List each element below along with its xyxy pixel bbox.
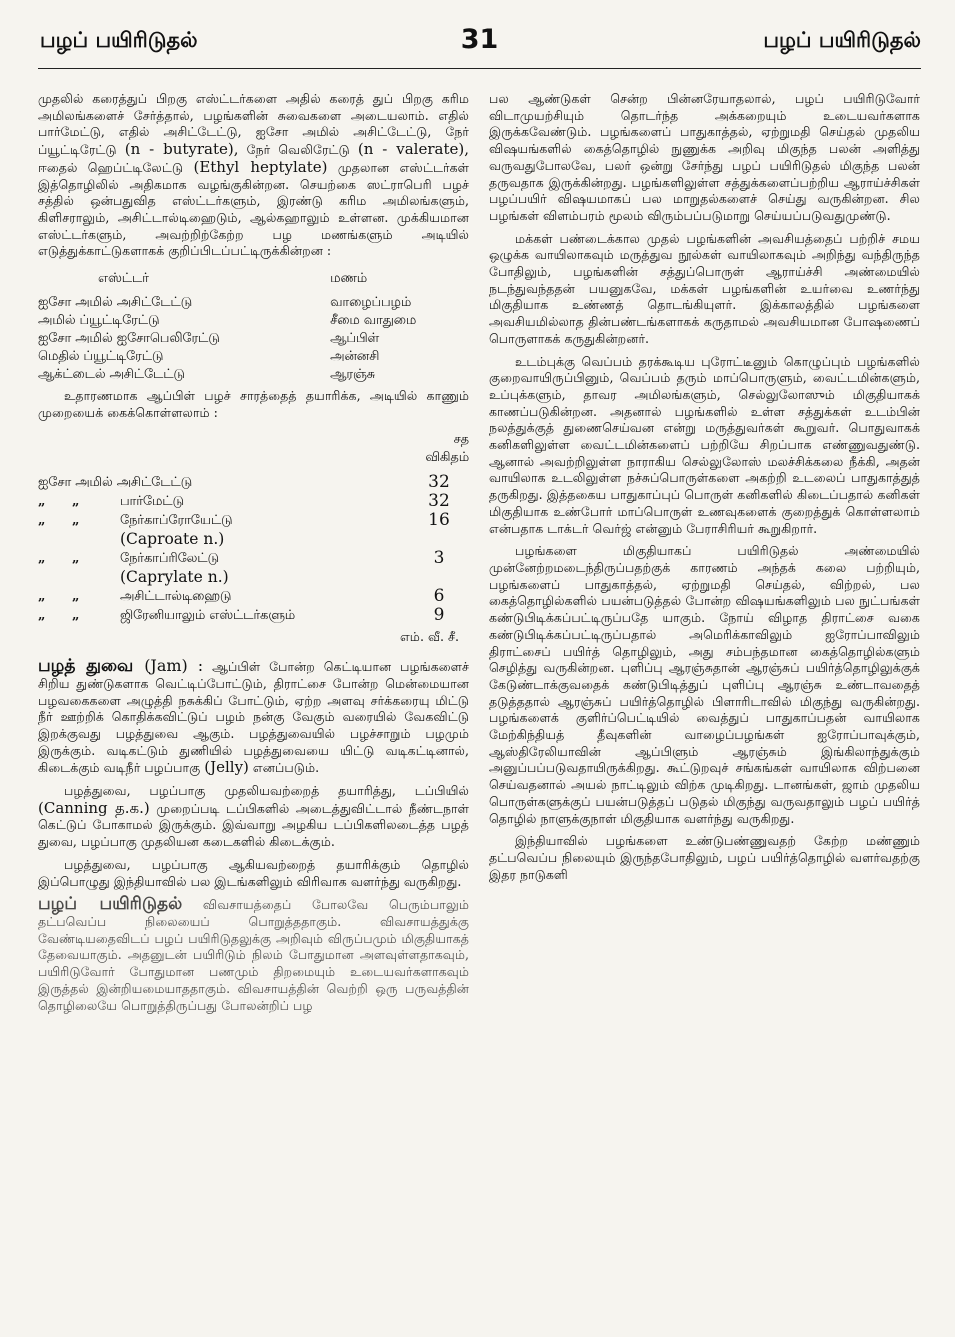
page-number: 31 <box>460 24 499 55</box>
paragraph-apple-essence: உதாரணமாக ஆப்பிள் பழச் சாரத்தைத் தயாரிக்க, அடியில் காணும் முறையைக் கைக்கொள்ளலாம் : <box>38 388 469 420</box>
ditto-mark: „ <box>72 551 80 567</box>
ester-name: ஆக்ட்டைல் அசிட்டேட்டு <box>38 367 185 383</box>
entry-heading-cultivation: பழப் பயிரிடுதல் <box>38 894 183 915</box>
table-header-percentage: சத விகிதம் <box>425 432 469 466</box>
percentage-value: 9 <box>433 605 445 626</box>
text-run: பழத்துவை, பழப்பாகு முதலியவற்றைத் தயாரித்து, டப்பியில் <box>64 783 469 799</box>
text-run: எனப்படும். <box>248 760 320 776</box>
paragraph-fruit-cultivation <box>38 896 469 1014</box>
table-row <box>38 330 469 348</box>
ditto-mark <box>38 530 72 549</box>
text-run: விவசாயத்தைப் போலவே பெரும்பாலும் தட்பவெப்ப நிலையைப் பொறுத்ததாகும். விவசாயத்துக்கு வேண்டியதைவிடப் பழப் பயிரிடுதலுக்கு அறிவும் விருப்பமும் மிகுதியாகத் தேவையாகும். அதனுடன் பயிரிடும் நிலம் போதுமான அளவுள்ளதாகவும், பயிரிடுவோர் போதுமான பணமும் திறமையும் உடையவர்களாகவும் இருத்தல் இன்றியமையாததாகும். விவசாயத்தின் வெற்றி ஒரு பருவத்தின் தொழிலையே பொறுத்திருப்பது போலன்றிப் பழ <box>38 897 469 1013</box>
table-row <box>38 492 469 511</box>
table-row <box>38 366 469 384</box>
entry-heading-jam <box>38 656 203 676</box>
ester-name: அமில் ப்யூட்டிரேட்டு <box>38 313 160 329</box>
paragraph-jam-industry: பழத்துவை, பழப்பாகு ஆகியவற்றைத் தயாரிக்கும் தொழில் இப்பொழுது இந்தியாவில் பல இடங்களிலும் விரிவாக வளர்ந்து வருகிறது. <box>38 856 469 889</box>
smell-name: சீமை வாதுமை <box>330 313 417 329</box>
table-row <box>38 312 469 330</box>
paragraph-nutrition-awareness: மக்கள் பண்டைக்கால முதல் பழங்களின் அவசியத்தைப் பற்றிச் சமய ஒழுக்க வாயிலாகவும் மருத்துவ நூல்கள் வாயிலாகவும் அறிந்து வந்திருந்த போதிலும், பழங்களின் சத்துப்பொருள் ஆராய்ச்சி அண்மையில் நடந்துவந்ததன் பயனுகவே, மக்கள் பழங்களின் உயர்வை உணர்ந்து மிகுதியாக உண்ணத் தொடங்கியுளர். இக்காலத்தில் பழங்களை அவசியமில்லாத தின்பண்டங்களாகக் கருதாமல் அவசியமான போஷணைப் பொருளாகக் கருதுகின்றனர். <box>489 230 920 346</box>
latin-term: (Ethyl heptylate) <box>193 157 328 176</box>
ingredient-name: ஜிரேனியாலும் எஸ்ட்டர்களும் <box>120 608 296 624</box>
ingredient-name: நேர்காப்ரிலேட்டு <box>120 551 219 567</box>
heading-text: பழத் துவை <box>38 656 134 677</box>
ditto-mark: „ <box>72 608 80 624</box>
smell-name: ஆப்பிள் <box>330 331 380 347</box>
text-run: ஆப்பிள் போன்ற கெட்டியான பழங்களைச் சிறிய துண்டுகளாக வெட்டிப்போட்டும், திராட்சை போன்ற மென்மையான பழவகைகளை அழுத்தி நசுக்கிப் போட்டும், ஏற்ற அளவு சர்க்கரையு மிட்டு நீர் ஊற்றிக் கொதிக்கவிட்டுப் பழம் நன்கு வேகும் வரையில் வேகவிட்டு இறக்குவது பழத்துவை ஆகும். பழத்துவையில் பழச்சாறும் பழமும் இருக்கும். வடிகட்டும் துணியில் பழத்துவையை யிட்டு வடிகட்டினால், கிடைக்கும் வடிநீர் பழப்பாகு <box>38 659 470 776</box>
table-row <box>38 606 469 625</box>
ditto-mark: „ <box>38 608 46 624</box>
paragraph-esters-intro <box>38 91 469 260</box>
text-run: ஈதைல் ஹெப்ட்டிலேட்டு <box>38 159 194 175</box>
ditto-mark <box>38 568 72 587</box>
paragraph-india: இந்தியாவில் பழங்களை உண்டுபண்ணுவதற் கேற்ற மண்ணும் தட்பவெப்ப நிலையும் இருந்தபோதிலும், பழப் பயிர்த்தொழில் வளர்வதற்கு இதர நாடுகளி <box>489 833 920 882</box>
smell-name: ஆரஞ்சு <box>330 367 376 383</box>
latin-term: (n - butyrate), <box>124 140 239 159</box>
ingredient-name: (Caprylate n.) <box>120 568 229 587</box>
ester-name: ஐசோ அமில் ஐசோபெலிரேட்டு <box>38 331 220 347</box>
percentage-value: 6 <box>433 586 445 607</box>
percentage-value: 16 <box>428 510 450 531</box>
table-header-ester: எஸ்ட்டர் <box>98 271 149 287</box>
percentage-table <box>38 431 469 625</box>
ester-name: ஐசோ அமில் அசிட்டேட்டு <box>38 295 193 311</box>
running-head-left: பழப் பயிரிடுதல் <box>40 28 198 52</box>
paragraph-continuation: பல ஆண்டுகள் சென்ற பின்னரேயாதலால், பழப் பயிரிடுவோர் விடாமுயற்சியும் தொடர்ந்த அக்கறையும் உடையவர்களாக இருக்கவேண்டும். பழங்களைப் பாதுகாத்தல், ஏற்றுமதி செய்தல் முதலிய விஷயங்களில் கைத்தொழில் நுணுக்க அறிவு மிகுந்த பலன் அளித்து வருவதுபோலவே, பலர் ஒன்று சேர்ந்து பழப் பயிரிடுதல் மிகுந்த பலன் தருவதாக இருக்கின்றது. பழங்களிலுள்ள சத்துக்களைப்பற்றிய ஆராய்ச்சிகள் பழப்பயிர் விஷயமாகப் பல மாறுதல்களைச் செய்து வருகின்றன. சில பழங்கள் விளம்பரம் மூலம் விரும்பப்படுமாறு செய்யப்படுவதுமுண்டு. <box>489 91 920 223</box>
ditto-mark: „ <box>38 513 46 529</box>
ditto-mark <box>72 568 106 587</box>
table-row <box>38 530 469 549</box>
page-header <box>38 26 921 69</box>
ester-smell-table <box>38 270 469 384</box>
ditto-mark: „ <box>72 589 80 605</box>
ingredient-name: நேர்காப்ரோயேட்டு <box>120 513 233 529</box>
table-row <box>38 549 469 568</box>
table-row <box>38 511 469 530</box>
ester-name: மெதில் ப்யூட்டிரேட்டு <box>38 349 164 365</box>
ditto-mark: „ <box>38 494 46 510</box>
smell-name: வாழைப்பழம் <box>330 295 412 311</box>
text-run: முதலான எஸ்ட்டர்கள் இத்தொழிலில் அதிகமாக வழங்குகின்றன. செயற்கை ஸட்ராபெரி பழச் சத்தில் ஒன்பதுவித எஸ்ட்டர்களும், இரண்டு கரிம அமிலங்களும், கிளிசராலும், அசிட்டால்டிஹைடும், ஆல்கஹாலும் உள்ளன. முக்கியமான எஸ்ட்டர்களும், அவற்றிற்கேற்ற பழ மணங்களும் அடியில் எடுத்துக்காட்டுகளாகக் குறிப்பிடப்பட்டிருக்கின்றன : <box>38 159 470 259</box>
percentage-value <box>409 568 469 587</box>
table-header-smell: மணம் <box>330 271 368 287</box>
paragraph-jam <box>38 658 469 777</box>
table-row <box>38 568 469 587</box>
ditto-mark: „ <box>38 589 46 605</box>
right-column <box>489 91 920 1020</box>
ingredient-name: ஐசோ அமில் அசிட்டேட்டு <box>38 475 193 491</box>
percentage-value: 32 <box>428 491 450 512</box>
latin-term: (n - valerate), <box>357 140 469 159</box>
ditto-mark: „ <box>38 551 46 567</box>
text-run: நேர் வெலிரேட்டு <box>238 142 358 158</box>
running-head-right: பழப் பயிரிடுதல் <box>763 28 921 52</box>
percentage-value: 32 <box>428 472 450 493</box>
paragraph-fruit-nutrients: உடம்புக்கு வெப்பம் தரக்கூடிய புரோட்டீனும் கொழுப்பும் பழங்களில் குறைவாயிருப்பினும், வெப்பம் தரும் மாப்பொருளும், வைட்டமின்களும், உப்புக்களும், தாவர அமிலங்களும், செல்லுலோஸும் மிகுதியாகக் காணப்படுகின்றன. அதனால் பழங்களில் உள்ள சத்துக்கள் உடம்பின் நலத்துக்குத் துணைசெய்வன என்று மருத்துவர்கள் கூறுவர். பொதுவாகக் கனிகளிலுள்ள வைட்டமின்களைப் பற்றியே சிறப்பாக எண்ணுவதுண்டு. ஆனால் அவற்றிலுள்ள நாராகிய செல்லுலோஸ் மலச்சிக்கலை நீக்கி, அதன் வாயிலாக உடலிலுள்ள நச்சுப்பொருள்களை அகற்றி உடலைப் பாதுகாத்துத் தருகிறது. இத்தகைய பாதுகாப்புப் பொருள் கனிகளில் கிடைப்பதால் கனிகள் மிகுதியாக உண்போர் மாப்பொருள் உணவுகளைக் குறைத்துக் கொள்ளலாம் என்பதாக டாக்டர் வெர்ஜ் என்னும் பேராசிரியர் கூறுகிறார். <box>489 353 920 536</box>
table-row <box>38 294 469 312</box>
latin-term: (Jelly) <box>204 758 249 777</box>
percentage-value <box>409 530 469 549</box>
ditto-mark: „ <box>72 513 80 529</box>
paragraph-cultivation-progress: பழங்களை மிகுதியாகப் பயிரிடுதல் அண்மையில் முன்னேற்றமடைந்திருப்பதற்குக் காரணம் அந்தக் கலை பற்றியும், பழங்களைப் பாதுகாத்தல், ஏற்றுமதி செய்தல், விற்றல், பல கைத்தொழில்களில் பயன்படுத்தல் போன்ற விஷயங்களிலும் பல நுட்பங்கள் கண்டுபிடிக்கப்பட்டிருப்பதே யாகும். நோய் விழாத திராட்சை வகை கண்டுபிடிக்கப்பட்டிருப்பதால் அமெரிக்காவிலும் ஐரோப்பாவிலும் திராட்சைப் பயிர்த் தொழிலும், அது சம்பந்தமான கைத்தொழில்களும் செழித்து வருகின்றன. புளிப்பு ஆரஞ்சுதான் ஆரஞ்சுப் பயிர்த்தொழிலுக்குக் கேடுண்டாக்குவதைக் கண்டுபிடித்துப் புளிப்பு ஆரஞ்சு உண்டாவதைத் தடுத்ததால் ஆரஞ்சுப் பயிர்த்தொழில் பிளாரிடாவில் மிகுந்து வருகின்றது. பழங்களைக் குளிர்ப்பெட்டியில் வைத்துப் பாதுகாப்பதன் வாயிலாக மேற்கிந்தியத் தீவுகளின் வாழைப்பழங்கள் ஐரோப்பாவுக்கும், ஆஸ்திரேலியாவின் ஆப்பிளும் ஆரஞ்சும் இங்கிலாந்துக்கும் அனுப்பப்படுவதாயிருக்கிறது. கூட்டுறவுச் சங்கங்கள் வாயிலாக விற்பனை செய்வதனால் அயல் நாட்டிலும் விற்க முடிகிறது. டானங்கள், ஜாம் முதலிய பொருள்களுக்குப் பயன்படுத்தப் படுதல் மிகுந்து வருவதாலும் பழப் பயிர்த் தொழில் நாளுக்குநாள் மிகுதியாக வளர்ந்து வருகிறது. <box>489 543 920 826</box>
text-run: முறைப்படி டப்பிகளில் அடைத்துவிட்டால் நீண்டநாள் கெட்டுப் போகாமல் இருக்கும். இவ்வாறு அழகிய டப்பிகளிலடைத்த பழத் துவை, பழப்பாகு முதலியன கடைகளில் கிடைக்கும். <box>38 800 469 850</box>
ditto-mark: „ <box>72 494 80 510</box>
latin-term: (Canning த.க.) <box>38 798 150 817</box>
table-row <box>38 348 469 366</box>
smell-name: அன்னசி <box>330 349 380 365</box>
ditto-mark <box>72 530 106 549</box>
table-row <box>38 587 469 606</box>
paragraph-canning <box>38 783 469 851</box>
two-column-body <box>38 91 921 1020</box>
ingredient-name: (Caproate n.) <box>120 530 225 549</box>
text-run: முதலில் கரைத்துப் பிறகு எஸ்ட்டர்களை அதில் கரைத் துப் பிறகு கரிம அமிலங்களைச் சேர்த்தால், பழங்களின் சுவைகளை அடையலாம். எதில் பார்மேட்டு, எதில் அசிட்டேட்டு, ஐசோ அமில் அசிட்டேட்டு, நேர் ப்யூட்டிரேட்டு <box>38 91 469 158</box>
table-row <box>38 473 469 492</box>
ingredient-name: பார்மேட்டு <box>120 494 184 510</box>
latin-term: (Jam) : <box>144 656 204 676</box>
left-column <box>38 91 469 1020</box>
percentage-value: 3 <box>433 548 445 569</box>
ingredient-name: அசிட்டால்டிஹைடு <box>120 589 232 605</box>
author-signature: எம். வீ. சீ. <box>399 629 459 645</box>
